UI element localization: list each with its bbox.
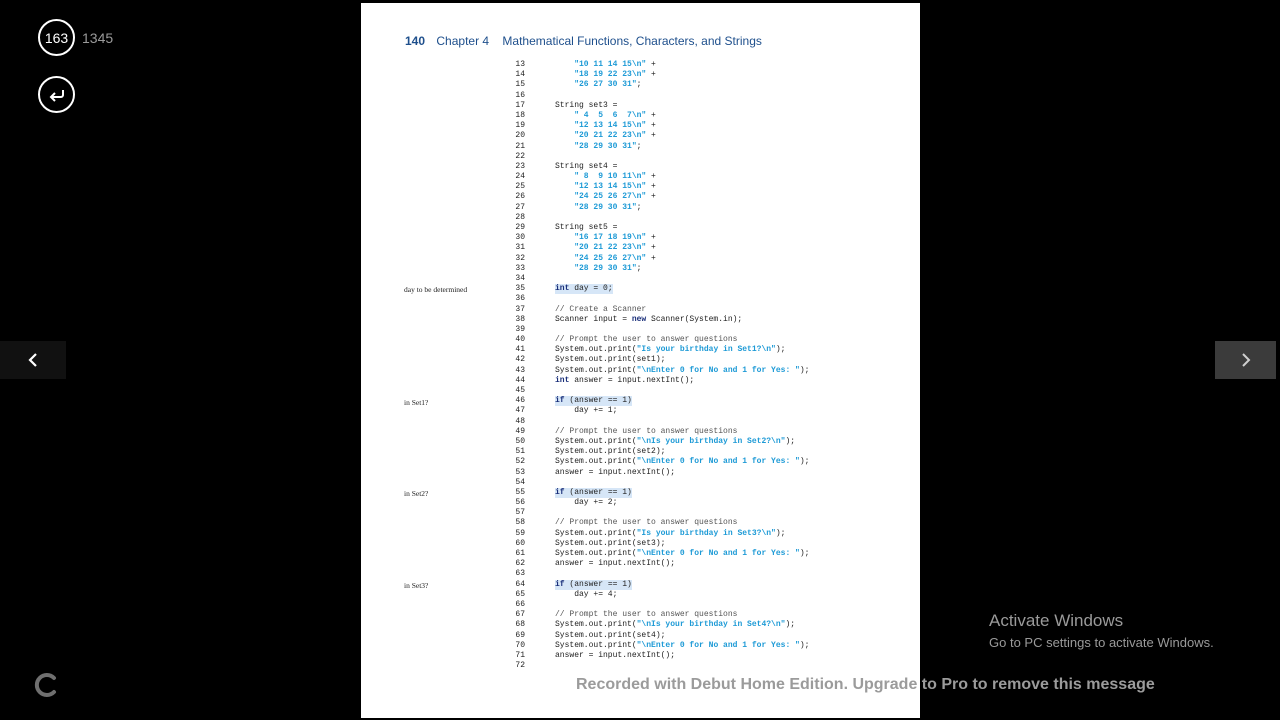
line-number: 25: [515, 182, 525, 192]
line-code: answer = input.nextInt();: [555, 559, 676, 569]
code-line: [511, 386, 809, 396]
line-number: 60: [515, 538, 525, 548]
line-code: answer = input.nextInt();: [555, 650, 676, 660]
loading-spinner-icon: [33, 672, 59, 698]
line-code: String set4 =: [555, 161, 618, 171]
code-line: [511, 437, 809, 447]
line-number: 20: [515, 131, 525, 141]
line-code: System.out.print("\nIs your birthday in Set2?\n");: [555, 436, 796, 446]
line-code: Scanner input = new Scanner(System.in);: [555, 314, 743, 324]
code-line: [511, 325, 809, 335]
code-line: [511, 559, 809, 569]
chevron-right-icon: [1241, 353, 1251, 367]
chevron-left-icon: [28, 353, 38, 367]
current-page-number: 163: [44, 29, 69, 46]
line-code: System.out.print("\nEnter 0 for No and 1 for Yes: ");: [555, 549, 810, 558]
line-number: 37: [515, 304, 525, 314]
code-line: [511, 111, 809, 121]
line-number: 61: [515, 549, 525, 558]
line-code: System.out.print("Is your birthday in Set1?\n");: [555, 345, 786, 355]
line-number: 68: [515, 620, 525, 630]
code-line: [511, 162, 809, 172]
code-line: [511, 335, 809, 345]
line-code: // Create a Scanner: [555, 304, 647, 314]
code-line: [511, 233, 809, 243]
line-number: 24: [515, 172, 525, 182]
line-code: "20 21 22 23\n" +: [574, 131, 656, 141]
code-line: [511, 355, 809, 365]
code-line: [511, 264, 809, 274]
code-line: [511, 60, 809, 70]
code-line: [511, 131, 809, 141]
code-line: [511, 478, 809, 488]
line-code: "24 25 26 27\n" +: [574, 192, 656, 202]
line-number: 34: [515, 273, 525, 283]
line-number: 64: [515, 579, 525, 589]
line-code: day += 4;: [555, 589, 618, 599]
line-number: 65: [515, 589, 525, 599]
line-number: 18: [515, 110, 525, 120]
line-code: "28 29 30 31";: [574, 141, 642, 151]
code-line: [511, 223, 809, 233]
code-line: [511, 101, 809, 111]
line-number: 17: [515, 100, 525, 110]
code-line: [511, 580, 809, 590]
code-line: [511, 243, 809, 253]
line-code: System.out.print("\nIs your birthday in Set4?\n");: [555, 620, 796, 630]
current-page-badge[interactable]: [38, 19, 75, 56]
line-code: int answer = input.nextInt();: [555, 375, 695, 385]
code-line: [511, 539, 809, 549]
line-code: if (answer == 1): [555, 396, 632, 406]
code-line: [511, 468, 809, 478]
code-line: [511, 396, 809, 406]
line-number: 40: [515, 335, 525, 345]
line-code: System.out.print("Is your birthday in Set3?\n");: [555, 528, 786, 538]
code-line: [511, 498, 809, 508]
code-line: [511, 417, 809, 427]
line-number: 21: [515, 141, 525, 151]
line-code: day += 2;: [555, 498, 618, 508]
code-listing: [511, 60, 809, 671]
line-code: "28 29 30 31";: [574, 202, 642, 212]
line-number: 27: [515, 202, 525, 212]
code-line: [511, 121, 809, 131]
line-code: // Prompt the user to answer questions: [555, 335, 738, 345]
line-number: 51: [515, 447, 525, 457]
code-line: [511, 457, 809, 467]
line-number: 29: [515, 223, 525, 232]
line-code: "20 21 22 23\n" +: [574, 243, 656, 253]
line-number: 15: [515, 80, 525, 90]
line-number: 23: [515, 161, 525, 171]
code-line: [511, 284, 809, 294]
line-number: 33: [515, 263, 525, 273]
activate-windows-subtitle: Go to PC settings to activate Windows.: [989, 635, 1214, 650]
code-line: [511, 172, 809, 182]
line-number: 63: [515, 569, 525, 579]
line-number: 14: [515, 70, 525, 80]
code-line: [511, 254, 809, 264]
code-line: [511, 569, 809, 579]
next-page-button[interactable]: [1215, 341, 1276, 379]
activate-windows-title: Activate Windows: [989, 611, 1124, 630]
line-number: 55: [515, 487, 525, 497]
code-line: [511, 427, 809, 437]
code-line: [511, 406, 809, 416]
code-line: [511, 376, 809, 386]
code-line: [511, 631, 809, 641]
line-number: 22: [515, 151, 525, 161]
line-number: 26: [515, 192, 525, 202]
line-number: 58: [515, 518, 525, 528]
line-number: 30: [515, 233, 525, 243]
line-number: 57: [515, 508, 525, 518]
line-code: "12 13 14 15\n" +: [574, 182, 656, 192]
book-page-number: 140: [405, 34, 426, 48]
code-line: [511, 203, 809, 213]
line-number: 52: [515, 457, 525, 467]
line-number: 53: [515, 467, 525, 477]
line-code: answer = input.nextInt();: [555, 467, 676, 477]
line-number: 46: [515, 396, 525, 406]
line-number: 38: [515, 314, 525, 324]
code-line: [511, 305, 809, 315]
line-code: if (answer == 1): [555, 579, 632, 589]
code-line: [511, 213, 809, 223]
code-line: [511, 315, 809, 325]
line-number: 70: [515, 640, 525, 650]
line-number: 41: [515, 345, 525, 355]
line-number: 62: [515, 559, 525, 569]
line-number: 59: [515, 528, 525, 538]
line-number: 36: [515, 294, 525, 304]
code-line: [511, 620, 809, 630]
code-line: [511, 641, 809, 651]
code-line: [511, 610, 809, 620]
line-number: 31: [515, 243, 525, 253]
line-code: // Prompt the user to answer questions: [555, 610, 738, 620]
document-page: [361, 3, 920, 718]
code-line: [511, 80, 809, 90]
code-line: [511, 600, 809, 610]
line-number: 42: [515, 355, 525, 365]
margin-note: in Set3?: [404, 581, 429, 591]
line-code: "16 17 18 19\n" +: [574, 233, 656, 243]
line-number: 66: [515, 599, 525, 609]
line-code: "26 27 30 31";: [574, 80, 642, 90]
line-number: 71: [515, 650, 525, 660]
code-line: [511, 590, 809, 600]
line-code: " 4 5 6 7\n" +: [574, 110, 656, 120]
code-line: [511, 345, 809, 355]
line-code: // Prompt the user to answer questions: [555, 426, 738, 436]
line-code: day += 1;: [555, 406, 618, 416]
recorder-watermark: Recorded with Debut Home Edition. Upgrade to Pro to remove this message: [576, 676, 1155, 693]
return-arrow-icon: [48, 87, 66, 103]
code-line: [511, 70, 809, 80]
code-line: [511, 518, 809, 528]
line-code: " 8 9 10 11\n" +: [574, 172, 656, 182]
line-number: 72: [515, 661, 525, 671]
line-code: System.out.print("\nEnter 0 for No and 1 for Yes: ");: [555, 640, 810, 650]
previous-page-button[interactable]: [0, 341, 66, 379]
code-line: [511, 488, 809, 498]
line-code: System.out.print("\nEnter 0 for No and 1 for Yes: ");: [555, 365, 810, 375]
back-button[interactable]: [38, 76, 75, 113]
line-number: 13: [515, 60, 525, 69]
line-code: if (answer == 1): [555, 487, 632, 497]
line-number: 48: [515, 416, 525, 426]
line-code: "12 13 14 15\n" +: [574, 121, 656, 131]
line-number: 54: [515, 477, 525, 487]
code-line: [511, 529, 809, 539]
line-number: 45: [515, 386, 525, 395]
code-line: [511, 294, 809, 304]
code-line: [511, 508, 809, 518]
line-number: 44: [515, 375, 525, 385]
code-line: [511, 651, 809, 661]
code-line: [511, 549, 809, 559]
line-code: System.out.print(set4);: [555, 630, 666, 640]
code-line: [511, 192, 809, 202]
line-number: 56: [515, 498, 525, 508]
line-number: 50: [515, 436, 525, 446]
code-line: [511, 366, 809, 376]
line-code: // Prompt the user to answer questions: [555, 518, 738, 528]
chapter-title: Mathematical Functions, Characters, and Strings: [502, 34, 762, 48]
line-number: 47: [515, 406, 525, 416]
code-line: [511, 91, 809, 101]
activate-windows-notice: [989, 611, 1214, 650]
line-number: 67: [515, 610, 525, 620]
chapter-label: Chapter 4: [436, 34, 490, 48]
running-head: [405, 34, 762, 48]
line-number: 43: [515, 365, 525, 375]
code-line: [511, 142, 809, 152]
code-line: [511, 182, 809, 192]
margin-note: in Set2?: [404, 489, 429, 499]
line-code: "18 19 22 23\n" +: [574, 70, 656, 80]
line-code: String set3 =: [555, 100, 618, 110]
code-line: [511, 447, 809, 457]
line-code: String set5 =: [555, 223, 618, 232]
line-number: 28: [515, 212, 525, 222]
line-code: System.out.print("\nEnter 0 for No and 1 for Yes: ");: [555, 457, 810, 467]
line-code: System.out.print(set2);: [555, 447, 666, 457]
code-line: [511, 661, 809, 671]
line-number: 19: [515, 121, 525, 131]
line-code: int day = 0;: [555, 284, 613, 294]
line-number: 16: [515, 90, 525, 100]
line-code: "28 29 30 31";: [574, 263, 642, 273]
line-code: "24 25 26 27\n" +: [574, 253, 656, 263]
line-number: 69: [515, 630, 525, 640]
line-number: 32: [515, 253, 525, 263]
line-number: 49: [515, 426, 525, 436]
total-pages: 1345: [82, 30, 114, 46]
line-code: System.out.print(set1);: [555, 355, 666, 365]
line-code: System.out.print(set3);: [555, 538, 666, 548]
margin-note: in Set1?: [404, 397, 429, 407]
margin-note: day to be determined: [404, 285, 468, 295]
line-code: "10 11 14 15\n" +: [574, 60, 656, 69]
line-number: 39: [515, 324, 525, 334]
code-line: [511, 274, 809, 284]
line-number: 35: [515, 284, 525, 294]
code-line: [511, 152, 809, 162]
